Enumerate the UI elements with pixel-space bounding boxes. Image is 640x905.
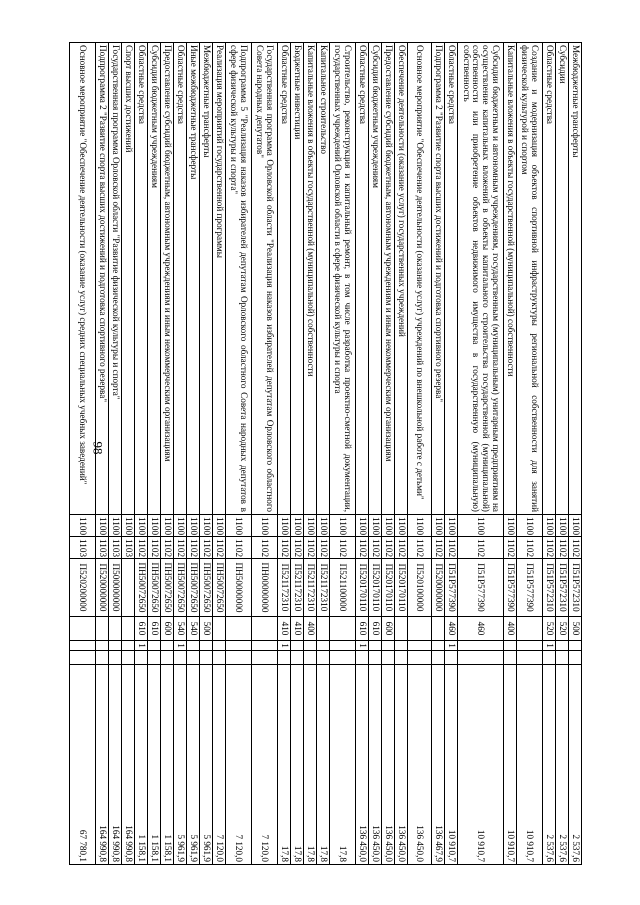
row-sum-cell: 1 158,1 <box>148 665 161 865</box>
row-name-cell: Капитальное строительство <box>317 43 330 515</box>
row-sum-cell: 164 990,8 <box>109 665 122 865</box>
row-sum-cell: 7 120,0 <box>226 665 252 865</box>
row-sum-cell: 5 961,9 <box>174 665 187 865</box>
row-section-cell: 1100 <box>109 515 122 537</box>
row-source-cell <box>148 641 161 651</box>
row-section-cell: 1100 <box>200 515 213 537</box>
row-subsection-cell: 1102 <box>252 537 278 559</box>
row-empty-cell <box>569 651 582 665</box>
row-expense-type-cell: 460 <box>445 617 458 641</box>
row-sum-cell: 17,8 <box>304 665 317 865</box>
table-row <box>96 43 109 865</box>
row-empty-cell <box>317 651 330 665</box>
row-sum-cell: 136 450,0 <box>382 665 395 865</box>
row-target-code-cell: ПН50072650 <box>148 559 161 617</box>
row-source-cell <box>458 641 504 651</box>
table-row <box>278 43 291 865</box>
row-source-cell <box>504 641 517 651</box>
row-expense-type-cell: 610 <box>148 617 161 641</box>
budget-table <box>69 42 582 865</box>
row-target-code-cell: П51P572310 <box>543 559 556 617</box>
row-subsection-cell: 1103 <box>122 537 135 559</box>
row-target-code-cell: П521172310 <box>304 559 317 617</box>
row-target-code-cell: П520000000 <box>96 559 109 617</box>
row-source-cell <box>369 641 382 651</box>
row-expense-type-cell: 500 <box>200 617 213 641</box>
row-subsection-cell: 1103 <box>70 537 96 559</box>
row-name-cell: Обеспечение деятельности (оказание услуг) государственных учреждений <box>395 43 408 515</box>
table-row <box>122 43 135 865</box>
row-expense-type-cell: 500 <box>569 617 582 641</box>
row-empty-cell <box>200 651 213 665</box>
row-name-cell: Межбюджетные трансферты <box>569 43 582 515</box>
row-empty-cell <box>252 651 278 665</box>
row-expense-type-cell: 400 <box>304 617 317 641</box>
row-source-cell <box>395 641 408 651</box>
row-expense-type-cell: 410 <box>291 617 304 641</box>
table-row <box>556 43 569 865</box>
row-source-cell <box>96 641 109 651</box>
row-section-cell: 1100 <box>458 515 504 537</box>
row-source-cell <box>569 641 582 651</box>
row-name-cell: Субсидии <box>556 43 569 515</box>
row-source-cell <box>200 641 213 651</box>
row-expense-type-cell <box>317 617 330 641</box>
row-source-cell <box>317 641 330 651</box>
row-source-cell <box>109 641 122 651</box>
table-row <box>109 43 122 865</box>
row-subsection-cell: 1102 <box>517 537 543 559</box>
table-row <box>382 43 395 865</box>
row-empty-cell <box>187 651 200 665</box>
row-sum-cell: 2 537,6 <box>556 665 569 865</box>
row-empty-cell <box>96 651 109 665</box>
row-subsection-cell: 1102 <box>291 537 304 559</box>
row-subsection-cell: 1102 <box>556 537 569 559</box>
row-empty-cell <box>330 651 356 665</box>
row-target-code-cell: ПН00000000 <box>252 559 278 617</box>
table-row <box>445 43 458 865</box>
row-name-cell: Капитальные вложения в объекты государственной (муниципальной) собственности <box>504 43 517 515</box>
row-empty-cell <box>161 651 174 665</box>
row-expense-type-cell: 540 <box>174 617 187 641</box>
row-target-code-cell <box>122 559 135 617</box>
row-source-cell: 1 <box>356 641 369 651</box>
row-expense-type-cell: 600 <box>161 617 174 641</box>
row-empty-cell <box>148 651 161 665</box>
row-empty-cell <box>432 651 445 665</box>
table-row <box>187 43 200 865</box>
row-source-cell <box>187 641 200 651</box>
row-sum-cell: 10 910,7 <box>445 665 458 865</box>
table-row <box>356 43 369 865</box>
row-empty-cell <box>543 651 556 665</box>
row-section-cell: 1100 <box>252 515 278 537</box>
row-expense-type-cell <box>226 617 252 641</box>
row-section-cell: 1100 <box>278 515 291 537</box>
table-row <box>369 43 382 865</box>
row-source-cell <box>330 641 356 651</box>
row-expense-type-cell: 520 <box>556 617 569 641</box>
row-empty-cell <box>504 651 517 665</box>
row-target-code-cell: П520200000 <box>70 559 96 617</box>
row-name-cell: Подпрограмма 2 "Развитие спорта высших достижений и подготовка спортивного резерва" <box>96 43 109 515</box>
row-sum-cell: 17,8 <box>317 665 330 865</box>
row-sum-cell: 1 158,1 <box>161 665 174 865</box>
table-row <box>135 43 148 865</box>
row-empty-cell <box>445 651 458 665</box>
row-expense-type-cell <box>395 617 408 641</box>
row-sum-cell: 136 450,0 <box>395 665 408 865</box>
row-name-cell: Областные средства <box>278 43 291 515</box>
table-row <box>504 43 517 865</box>
row-sum-cell: 136 450,0 <box>408 665 432 865</box>
table-row <box>174 43 187 865</box>
row-expense-type-cell: 460 <box>458 617 504 641</box>
row-target-code-cell: ПН50072650 <box>213 559 226 617</box>
row-target-code-cell: П51P572310 <box>556 559 569 617</box>
row-sum-cell: 7 120,0 <box>213 665 226 865</box>
row-sum-cell: 2 537,6 <box>569 665 582 865</box>
row-name-cell: Субсидии бюджетным и автономным учреждениям, государственным (муниципальным) унитарным предприятиям на осуществление капитальных вложений в объекты капитального строительства государственной (муниципальной) собственности или приобретение объектов недвижимого имущества в государственную (муниципальную) собственность <box>458 43 504 515</box>
table-row <box>161 43 174 865</box>
row-expense-type-cell <box>330 617 356 641</box>
row-subsection-cell: 1102 <box>161 537 174 559</box>
row-expense-type-cell <box>252 617 278 641</box>
row-source-cell <box>408 641 432 651</box>
row-subsection-cell: 1103 <box>109 537 122 559</box>
row-target-code-cell: П51P572310 <box>569 559 582 617</box>
row-subsection-cell: 1102 <box>356 537 369 559</box>
table-row <box>395 43 408 865</box>
table-row <box>543 43 556 865</box>
row-source-cell <box>122 641 135 651</box>
row-expense-type-cell: 610 <box>356 617 369 641</box>
row-subsection-cell: 1102 <box>213 537 226 559</box>
row-subsection-cell: 1102 <box>458 537 504 559</box>
table-row <box>213 43 226 865</box>
row-sum-cell: 17,8 <box>278 665 291 865</box>
row-sum-cell: 5 961,9 <box>187 665 200 865</box>
row-source-cell <box>161 641 174 651</box>
row-empty-cell <box>122 651 135 665</box>
row-empty-cell <box>304 651 317 665</box>
row-sum-cell: 10 910,7 <box>517 665 543 865</box>
row-source-cell <box>517 641 543 651</box>
row-name-cell: Подпрограмма 5 "Реализация наказов избирателей депутатам Орловского областного Совета народных депутатов в сфере физической культуры и спорта" <box>226 43 252 515</box>
row-name-cell: Областные средства <box>135 43 148 515</box>
table-row <box>200 43 213 865</box>
table-row <box>291 43 304 865</box>
row-section-cell: 1100 <box>556 515 569 537</box>
row-subsection-cell: 1102 <box>304 537 317 559</box>
row-section-cell: 1100 <box>96 515 109 537</box>
row-sum-cell: 10 910,7 <box>458 665 504 865</box>
row-empty-cell <box>517 651 543 665</box>
row-name-cell: Межбюджетные трансферты <box>200 43 213 515</box>
row-section-cell: 1100 <box>369 515 382 537</box>
row-target-code-cell: П521172310 <box>278 559 291 617</box>
table-row <box>226 43 252 865</box>
row-subsection-cell: 1102 <box>317 537 330 559</box>
row-subsection-cell: 1102 <box>543 537 556 559</box>
row-target-code-cell: П500000000 <box>109 559 122 617</box>
row-target-code-cell: П51P577390 <box>517 559 543 617</box>
row-expense-type-cell <box>517 617 543 641</box>
row-empty-cell <box>109 651 122 665</box>
row-empty-cell <box>369 651 382 665</box>
row-section-cell: 1100 <box>543 515 556 537</box>
row-expense-type-cell <box>70 617 96 641</box>
row-section-cell: 1100 <box>187 515 200 537</box>
row-target-code-cell: П520170110 <box>356 559 369 617</box>
row-empty-cell <box>213 651 226 665</box>
budget-table-body <box>70 43 582 865</box>
row-section-cell: 1100 <box>213 515 226 537</box>
row-subsection-cell: 1102 <box>330 537 356 559</box>
table-row <box>304 43 317 865</box>
row-target-code-cell: ПН50072650 <box>174 559 187 617</box>
table-row <box>330 43 356 865</box>
row-source-cell: 1 <box>445 641 458 651</box>
row-subsection-cell: 1102 <box>395 537 408 559</box>
row-target-code-cell: ПН50072650 <box>135 559 148 617</box>
row-empty-cell <box>556 651 569 665</box>
row-sum-cell: 164 990,8 <box>96 665 109 865</box>
row-section-cell: 1100 <box>504 515 517 537</box>
row-section-cell: 1100 <box>226 515 252 537</box>
row-target-code-cell: П520170110 <box>395 559 408 617</box>
row-empty-cell <box>395 651 408 665</box>
table-row <box>70 43 96 865</box>
row-section-cell: 1100 <box>395 515 408 537</box>
row-expense-type-cell: 610 <box>135 617 148 641</box>
row-sum-cell: 136 450,0 <box>369 665 382 865</box>
row-subsection-cell: 1102 <box>369 537 382 559</box>
row-empty-cell <box>408 651 432 665</box>
row-name-cell: Областные средства <box>445 43 458 515</box>
page-number: 98 <box>90 441 106 455</box>
table-row <box>432 43 445 865</box>
row-subsection-cell: 1102 <box>382 537 395 559</box>
row-section-cell: 1100 <box>330 515 356 537</box>
table-row <box>517 43 543 865</box>
row-name-cell: Предоставление субсидий бюджетным, автономным учреждениям и иным некоммерческим организациям <box>161 43 174 515</box>
row-empty-cell <box>382 651 395 665</box>
row-empty-cell <box>458 651 504 665</box>
row-subsection-cell: 1102 <box>432 537 445 559</box>
table-row <box>317 43 330 865</box>
row-name-cell: Иные межбюджетные трансферты <box>187 43 200 515</box>
row-empty-cell <box>278 651 291 665</box>
row-expense-type-cell: 410 <box>278 617 291 641</box>
row-name-cell: Государственная программа Орловской области "Развитие физической культуры и спорта" <box>109 43 122 515</box>
row-source-cell <box>70 641 96 651</box>
row-section-cell: 1100 <box>70 515 96 537</box>
row-target-code-cell: П51P577390 <box>458 559 504 617</box>
row-target-code-cell: П521100000 <box>330 559 356 617</box>
row-expense-type-cell: 610 <box>369 617 382 641</box>
row-subsection-cell: 1102 <box>174 537 187 559</box>
row-expense-type-cell <box>109 617 122 641</box>
row-name-cell: Государственная программа Орловской области "Реализация наказов избирателей депутатам Орловского областного Совета народных депутатов" <box>252 43 278 515</box>
row-name-cell: Реализация мероприятий государственной программы <box>213 43 226 515</box>
rotated-page-content <box>60 42 582 864</box>
row-section-cell: 1100 <box>408 515 432 537</box>
row-source-cell <box>304 641 317 651</box>
row-sum-cell: 1 158,1 <box>135 665 148 865</box>
row-sum-cell: 2 537,6 <box>543 665 556 865</box>
row-name-cell: Областные средства <box>543 43 556 515</box>
row-target-code-cell: ПН50072650 <box>200 559 213 617</box>
row-target-code-cell: П520000000 <box>432 559 445 617</box>
row-source-cell <box>226 641 252 651</box>
row-section-cell: 1100 <box>148 515 161 537</box>
row-subsection-cell: 1102 <box>278 537 291 559</box>
row-subsection-cell: 1102 <box>569 537 582 559</box>
row-target-code-cell: П520100000 <box>408 559 432 617</box>
row-subsection-cell: 1102 <box>226 537 252 559</box>
row-target-code-cell: П51P577390 <box>445 559 458 617</box>
row-name-cell: Основное мероприятие "Обеспечение деятельности (оказание услуг) учреждений по внешкольной работе с детьми" <box>408 43 432 515</box>
row-sum-cell: 136 467,9 <box>432 665 445 865</box>
row-subsection-cell: 1102 <box>408 537 432 559</box>
row-name-cell: Предоставление субсидий бюджетным, автономным учреждениям и иным некоммерческим организациям <box>382 43 395 515</box>
row-target-code-cell: ПН50072650 <box>161 559 174 617</box>
row-sum-cell: 7 120,0 <box>252 665 278 865</box>
table-row <box>458 43 504 865</box>
row-source-cell <box>252 641 278 651</box>
row-source-cell: 1 <box>278 641 291 651</box>
row-source-cell: 1 <box>135 641 148 651</box>
table-row <box>408 43 432 865</box>
row-name-cell: Субсидии бюджетным учреждениям <box>369 43 382 515</box>
row-expense-type-cell <box>96 617 109 641</box>
row-sum-cell: 164 990,8 <box>122 665 135 865</box>
row-section-cell: 1100 <box>304 515 317 537</box>
row-sum-cell: 10 910,7 <box>504 665 517 865</box>
row-sum-cell: 67 780,1 <box>70 665 96 865</box>
row-expense-type-cell <box>432 617 445 641</box>
table-row <box>148 43 161 865</box>
row-empty-cell <box>226 651 252 665</box>
row-section-cell: 1100 <box>356 515 369 537</box>
row-source-cell <box>432 641 445 651</box>
row-name-cell: Подпрограмма 2 "Развитие спорта высших достижений и подготовка спортивного резерва" <box>432 43 445 515</box>
row-subsection-cell: 1102 <box>135 537 148 559</box>
row-empty-cell <box>356 651 369 665</box>
row-empty-cell <box>135 651 148 665</box>
row-name-cell: Строительство, реконструкция и капитальный ремонт, в том числе разработка проектно-сметной документации, государственных учреждений Орловской области в сфере физической культуры и спорта <box>330 43 356 515</box>
row-section-cell: 1100 <box>445 515 458 537</box>
row-name-cell: Создание и модернизация объектов спортивной инфраструктуры региональной собственности для занятий физической культурой и спортом <box>517 43 543 515</box>
row-name-cell: Бюджетные инвестиции <box>291 43 304 515</box>
row-source-cell <box>213 641 226 651</box>
row-source-cell: 1 <box>174 641 187 651</box>
row-name-cell: Областные средства <box>356 43 369 515</box>
row-sum-cell: 136 450,0 <box>356 665 369 865</box>
row-subsection-cell: 1102 <box>504 537 517 559</box>
row-expense-type-cell: 400 <box>504 617 517 641</box>
row-source-cell <box>291 641 304 651</box>
row-empty-cell <box>174 651 187 665</box>
row-source-cell: 1 <box>543 641 556 651</box>
row-source-cell <box>382 641 395 651</box>
row-subsection-cell: 1102 <box>445 537 458 559</box>
row-target-code-cell: П521172310 <box>291 559 304 617</box>
table-row <box>569 43 582 865</box>
row-section-cell: 1100 <box>122 515 135 537</box>
row-sum-cell: 5 961,9 <box>200 665 213 865</box>
row-name-cell: Капитальные вложения в объекты государственной (муниципальной) собственности <box>304 43 317 515</box>
row-expense-type-cell <box>213 617 226 641</box>
row-subsection-cell: 1102 <box>200 537 213 559</box>
row-target-code-cell: П521172310 <box>317 559 330 617</box>
row-expense-type-cell <box>122 617 135 641</box>
row-section-cell: 1100 <box>569 515 582 537</box>
row-section-cell: 1100 <box>174 515 187 537</box>
row-sum-cell: 17,8 <box>330 665 356 865</box>
row-target-code-cell: П520170110 <box>382 559 395 617</box>
table-row <box>252 43 278 865</box>
row-section-cell: 1100 <box>517 515 543 537</box>
row-expense-type-cell: 540 <box>187 617 200 641</box>
row-target-code-cell: ПН50000000 <box>226 559 252 617</box>
row-expense-type-cell <box>408 617 432 641</box>
row-target-code-cell: ПН50072650 <box>187 559 200 617</box>
row-section-cell: 1100 <box>432 515 445 537</box>
row-expense-type-cell: 600 <box>382 617 395 641</box>
row-target-code-cell: П51P577390 <box>504 559 517 617</box>
row-target-code-cell: П520170110 <box>369 559 382 617</box>
row-section-cell: 1100 <box>135 515 148 537</box>
row-expense-type-cell: 520 <box>543 617 556 641</box>
row-name-cell: Спорт высших достижений <box>122 43 135 515</box>
row-empty-cell <box>70 651 96 665</box>
row-section-cell: 1100 <box>291 515 304 537</box>
row-section-cell: 1100 <box>161 515 174 537</box>
row-subsection-cell: 1102 <box>187 537 200 559</box>
row-section-cell: 1100 <box>317 515 330 537</box>
row-name-cell: Основное мероприятие "Обеспечение деятельности (оказание услуг) средних специальных учебных заведений" <box>70 43 96 515</box>
row-sum-cell: 17,8 <box>291 665 304 865</box>
row-empty-cell <box>291 651 304 665</box>
row-section-cell: 1100 <box>382 515 395 537</box>
row-subsection-cell: 1103 <box>96 537 109 559</box>
row-subsection-cell: 1102 <box>148 537 161 559</box>
row-name-cell: Субсидии бюджетным учреждениям <box>148 43 161 515</box>
row-source-cell <box>556 641 569 651</box>
row-name-cell: Областные средства <box>174 43 187 515</box>
